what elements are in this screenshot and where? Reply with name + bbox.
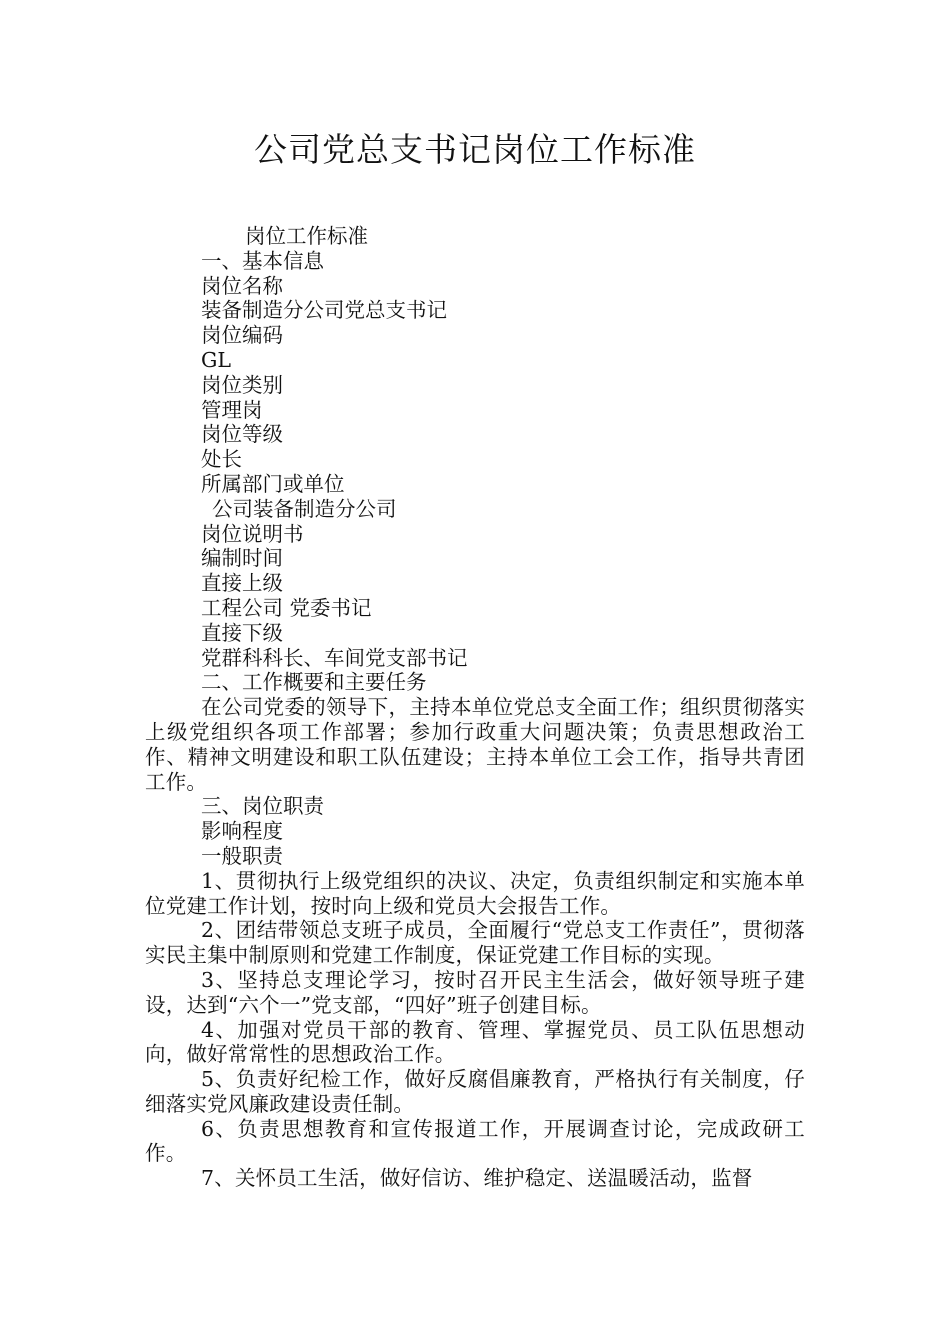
position-type-label: 岗位类别 [201, 372, 283, 397]
compiled-label: 编制时间 [201, 546, 283, 571]
position-grade-value: 处长 [201, 447, 242, 472]
general-duties-label: 一般职责 [201, 843, 283, 868]
position-name-value: 装备制造分公司党总支书记 [201, 298, 447, 323]
position-grade-label: 岗位等级 [201, 422, 283, 447]
subordinate-value: 党群科科长、车间党支部书记 [201, 645, 468, 670]
influence-label: 影响程度 [201, 819, 283, 844]
department-value: 公司装备制造分公司 [212, 496, 397, 521]
position-code-label: 岗位编码 [201, 323, 283, 348]
section3-heading: 三、岗位职责 [201, 794, 324, 819]
position-type-value: 管理岗 [201, 397, 263, 422]
duty-paragraph: 1、贯彻执行上级党组织的决议、决定，负责组织制定和实施本单位党建工作计划，按时向上级和党员大会报告工作。 [145, 868, 805, 918]
document-body [145, 224, 805, 1191]
position-name-label: 岗位名称 [201, 273, 283, 298]
duty-paragraph: 6、负责思想教育和宣传报道工作，开展调查讨论，完成政研工作。 [145, 1116, 805, 1166]
duty-paragraph: 3、坚持总支理论学习，按时召开民主生活会，做好领导班子建设，达到“六个一”党支部，“四好”班子创建目标。 [145, 967, 805, 1017]
department-label: 所属部门或单位 [201, 471, 345, 496]
duty-paragraph: 4、加强对党员干部的教育、管理、掌握党员、员工队伍思想动向，做好常常性的思想政治工作。 [145, 1017, 805, 1067]
work-summary-paragraph: 在公司党委的领导下，主持本单位党总支全面工作；组织贯彻落实上级党组织各项工作部署；参加行政重大问题决策；负责思想政治工作、精神文明建设和职工队伍建设；主持本单位工会工作，指导共青团工作。 [145, 695, 805, 794]
superior-value: 工程公司 党委书记 [201, 595, 372, 620]
manual-label: 岗位说明书 [201, 521, 304, 546]
document-title: 公司党总支书记岗位工作标准 [254, 130, 696, 169]
position-code-value: GL [201, 347, 231, 372]
subordinate-label: 直接下级 [201, 620, 283, 645]
superior-label: 直接上级 [201, 571, 283, 596]
section2-heading: 二、工作概要和主要任务 [201, 670, 427, 695]
duty-paragraph: 5、负责好纪检工作，做好反腐倡廉教育，严格执行有关制度，仔细落实党风廉政建设责任制。 [145, 1067, 805, 1116]
duty-paragraph: 2、团结带领总支班子成员，全面履行“党总支工作责任”，贯彻落实民主集中制原则和党建工作制度，保证党建工作目标的实现。 [145, 918, 805, 968]
duty-paragraph: 7、关怀员工生活，做好信访、维护稳定、送温暖活动，监督 [201, 1166, 753, 1191]
section1-heading: 一、基本信息 [201, 248, 324, 273]
subtitle: 岗位工作标准 [245, 224, 368, 248]
